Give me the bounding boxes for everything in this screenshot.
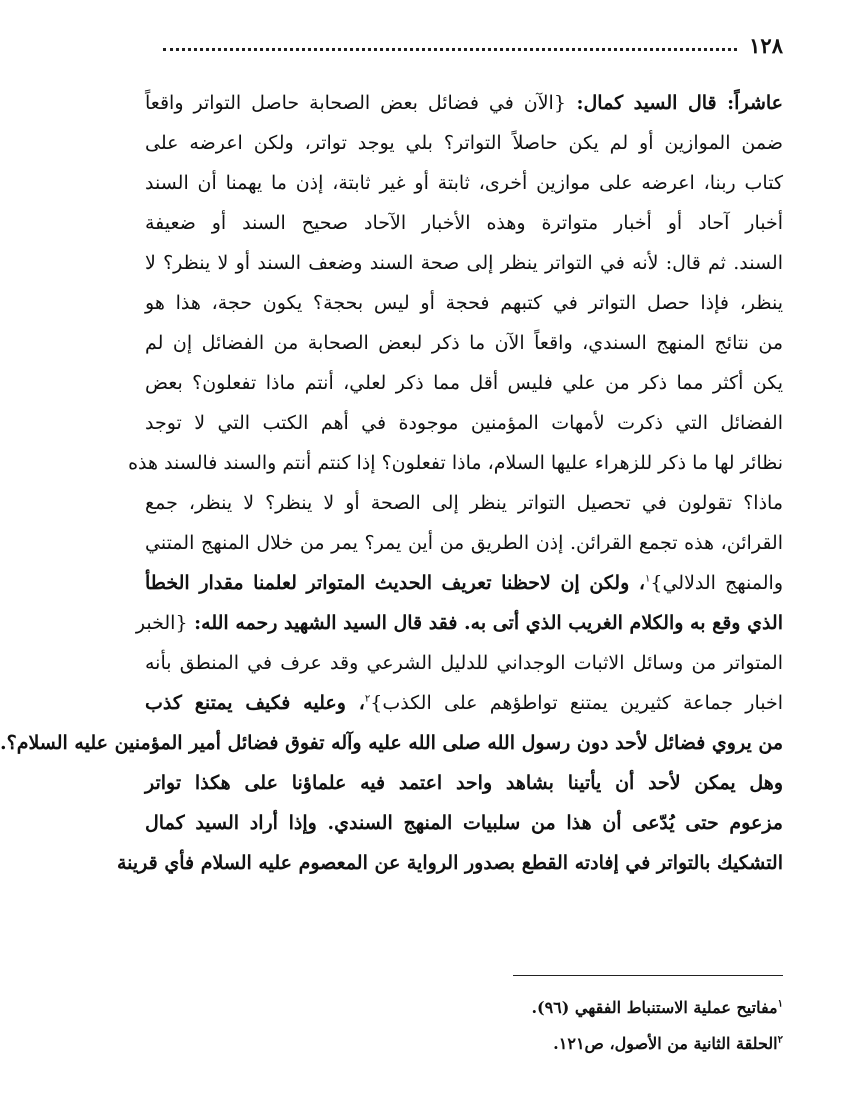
text-segment: ، ولكن إن لاحظنا تعريف الحديث المتواتر لعلمنا مقدار الخطأ: [145, 572, 645, 594]
text-segment: نظائر لها ما ذكر للزهراء عليها السلام، ماذا تفعلون؟ إذا كنتم أنتم والسند فالسند هذه: [128, 452, 783, 474]
header-dotted-rule: [163, 48, 737, 51]
text-segment: الفضائل التي ذكرت لأمهات المؤمنين موجودة في أهم الكتب التي لا توجد: [145, 412, 783, 434]
text-segment: والمنهج الدلالي}: [650, 572, 783, 594]
text-segment: أخبار آحاد أو أخبار متواترة وهذه الأخبار الآحاد صحيح السند أو ضعيفة: [145, 212, 783, 234]
text-segment: التشكيك بالتواتر في إفادته القطع بصدور الرواية عن المعصوم عليه السلام فأي قرينة: [116, 852, 783, 874]
text-segment: يكن أكثر مما ذكر من علي فليس أقل مما ذكر لعلي، أنتم ماذا تفعلون؟ بعض: [145, 372, 783, 394]
text-segment: كتاب ربنا، اعرضه على موازين أخرى، ثابتة أو غير ثابتة، إذن ما يهمنا أن السند: [145, 172, 783, 194]
text-segment: من نتائج المنهج السندي، واقعاً الآن ما ذكر لبعض الصحابة من الفضائل إن لم: [145, 332, 783, 354]
text-segment: مزعوم حتى يُدّعى أن هذا من سلبيات المنهج السندي. وإذا أراد السيد كمال: [145, 812, 783, 834]
page-number: ١٢٨: [749, 32, 783, 58]
text-line: [145, 123, 783, 163]
text-line: [128, 443, 783, 483]
text-segment: عاشراً: قال السيد كمال:: [565, 92, 783, 114]
text-line: [145, 563, 783, 603]
body-text: [0, 83, 783, 883]
text-line: [145, 643, 783, 683]
text-line: [145, 403, 783, 443]
text-line: [145, 323, 783, 363]
text-segment: ماذا؟ تقولون في تحصيل التواتر ينظر إلى الصحة أو لا ينظر؟ لا ينظر، جمع: [145, 492, 783, 514]
text-segment: الذي وقع به والكلام الغريب الذي أتى به. فقد قال السيد الشهيد رحمه الله:: [187, 612, 783, 634]
text-line: [145, 363, 783, 403]
footnote-ref: ١: [645, 573, 651, 585]
text-line: [145, 83, 783, 123]
text-segment: السند. ثم قال: لأنه في التواتر ينظر إلى صحة السند وضعف السند أو لا ينظر؟ لا: [145, 252, 783, 274]
text-segment: اخبار جماعة كثيرين يمتنع تواطؤهم على الكذب}: [370, 692, 783, 714]
text-segment: ضمن الموازين أو لم يكن حاصلاً التواتر؟ بلي يوجد تواتر، ولكن اعرضه على: [145, 132, 783, 154]
footnote-number: ٢: [777, 1034, 783, 1046]
text-line: [0, 723, 783, 763]
footnote: [531, 1026, 783, 1062]
footnote-text: مفاتيح عملية الاستنباط الفقهي (٩٦).: [531, 998, 778, 1017]
text-segment: ، وعليه فكيف يمتنع كذب: [145, 692, 365, 714]
footnote-ref: ٢: [364, 693, 371, 705]
text-line: [145, 763, 783, 803]
text-segment: وهل يمكن لأحد أن يأتينا بشاهد واحد اعتمد فيه علماؤنا على هكذا تواتر: [145, 772, 783, 794]
text-line: [145, 803, 783, 843]
footnote: [531, 990, 783, 1026]
text-line: [145, 283, 783, 323]
text-segment: القرائن، هذه تجمع القرائن. إذن الطريق من أين يمر؟ يمر من خلال المنهج المتني: [145, 532, 783, 554]
text-line: [145, 163, 783, 203]
text-line: [145, 483, 783, 523]
text-segment: {الآن في فضائل بعض الصحابة حاصل التواتر واقعاً: [145, 92, 566, 114]
text-line: [145, 203, 783, 243]
text-segment: ينظر، فإذا حصل التواتر في كتبهم فحجة أو ليس بحجة؟ يكون حجة، هذا هو: [145, 292, 783, 314]
text-line: [145, 683, 783, 723]
text-line: [145, 523, 783, 563]
text-line: [116, 843, 783, 883]
text-segment: {الخبر: [135, 612, 188, 634]
text-line: [135, 603, 783, 643]
text-segment: من يروي فضائل لأحد دون رسول الله صلى الله عليه وآله تفوق فضائل أمير المؤمنين عليه السلام؟.: [0, 732, 783, 754]
footnotes: [531, 990, 783, 1062]
text-line: [145, 243, 783, 283]
page-header: [163, 30, 783, 60]
footnote-separator: [513, 975, 783, 976]
text-segment: المتواتر من وسائل الاثبات الوجداني للدليل الشرعي وقد عرف في المنطق بأنه: [145, 652, 783, 674]
footnote-text: الحلقة الثانية من الأصول، ص١٢١.: [553, 1034, 778, 1053]
footnote-number: ١: [777, 998, 783, 1010]
